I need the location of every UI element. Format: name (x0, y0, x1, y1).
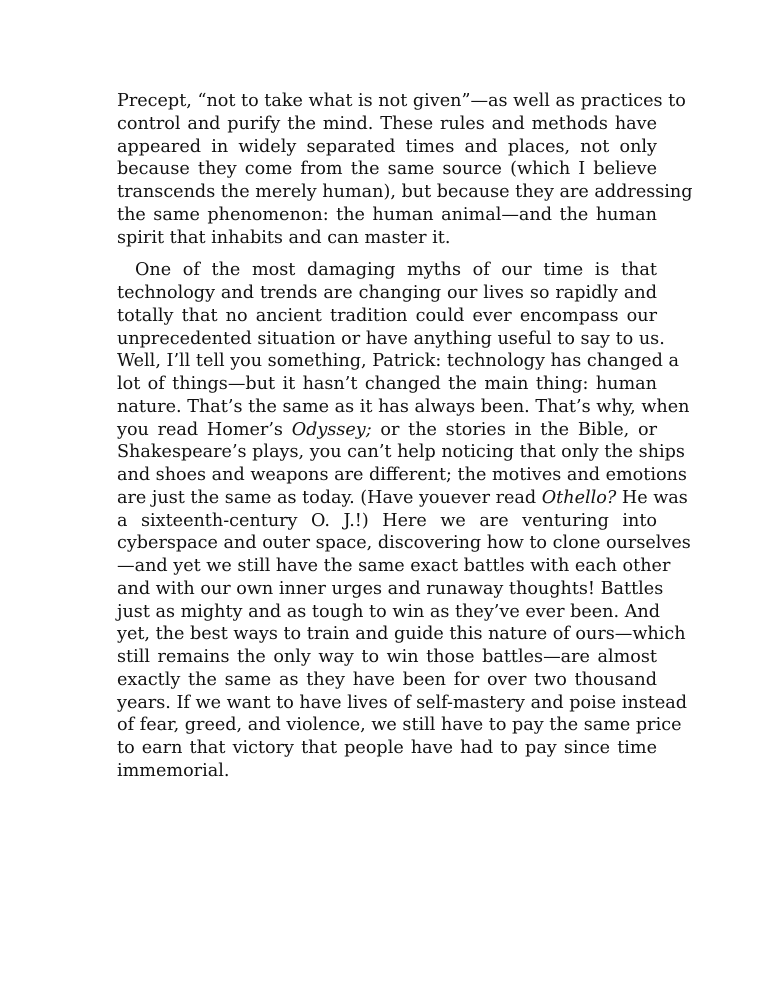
text-segment: One of the most damaging myths of our time is that (135, 260, 657, 281)
text-line (117, 396, 690, 419)
text-line (117, 646, 657, 669)
text-segment: lot of things—but it hasn’t changed the main thing: human (117, 374, 657, 394)
text-segment: to earn that victory that people have had to pay since time (117, 738, 657, 758)
text-line (117, 113, 657, 136)
text-line (117, 136, 657, 159)
text-line (117, 464, 687, 487)
text-line (117, 578, 664, 601)
text-line (117, 90, 686, 113)
text-segment: cyberspace and outer space, discovering how to clone ourselves (117, 533, 691, 554)
text-segment: unprecedented situation or have anything useful to say to us. (117, 328, 665, 349)
text-segment: totally that no ancient tradition could ever encompass our (117, 305, 657, 326)
text-line (117, 282, 657, 305)
italic-title: Othello? (541, 487, 617, 508)
text-line (117, 623, 686, 646)
text-line (117, 692, 688, 715)
text-line (117, 510, 657, 533)
text-segment: control and purify the mind. These rules and methods have (117, 113, 657, 134)
text-line (117, 350, 679, 373)
text-segment: transcends the merely human), but because they are addressing (117, 182, 693, 202)
paragraph (117, 90, 693, 249)
text-line (117, 259, 657, 282)
text-line (117, 305, 657, 328)
text-segment: or the stories in the Bible, or (371, 419, 658, 440)
text-line (117, 760, 657, 783)
text-line (117, 532, 691, 555)
text-line (117, 487, 688, 510)
text-line (117, 601, 660, 624)
text-segment: a sixteenth-century O. J.!) Here we are venturing into (117, 510, 657, 531)
text-segment: appeared in widely separated times and places, not only (117, 136, 657, 157)
text-line (117, 737, 657, 760)
text-segment: nature. That’s the same as it has always been. That’s why, when (117, 396, 690, 417)
text-segment: and shoes and weapons are different; the motives and emotions (117, 465, 687, 485)
text-segment: yet, the best ways to train and guide this nature of ours—which (117, 624, 686, 645)
italic-title: Odyssey; (291, 419, 372, 440)
text-line (117, 669, 657, 692)
book-page (117, 90, 693, 783)
text-segment: just as mighty and as tough to win as they’ve ever been. And (117, 601, 660, 622)
text-line (117, 714, 682, 737)
paragraph (117, 259, 691, 782)
text-segment: immemorial. (117, 760, 230, 781)
text-segment: spirit that inhabits and can master it. (117, 227, 451, 248)
text-segment: you read Homer’s (117, 419, 292, 440)
text-segment: still remains the only way to win those battles—are almost (117, 647, 657, 667)
paragraph-gap (117, 249, 657, 259)
text-line (117, 158, 657, 181)
text-line (117, 328, 665, 351)
text-segment: Well, I’ll tell you something, Patrick: technology has changed a (117, 351, 679, 372)
text-segment: and with our own inner urges and runaway thoughts! Battles (117, 578, 664, 599)
text-line (117, 555, 671, 578)
text-line (117, 181, 693, 204)
text-segment: He was (616, 487, 688, 508)
text-line (117, 227, 657, 250)
text-segment: of fear, greed, and violence, we still have to pay the same price (117, 715, 682, 736)
text-segment: technology and trends are changing our lives so rapidly and (117, 283, 657, 303)
text-segment: are just the same as today. (Have youever read (117, 487, 542, 508)
text-line (117, 441, 685, 464)
text-segment: Shakespeare’s plays, you can’t help noticing that only the ships (117, 442, 685, 463)
text-segment: Precept, “not to take what is not given”—as well as practices to (117, 91, 686, 111)
text-segment: the same phenomenon: the human animal—and the human (117, 204, 657, 225)
text-segment: because they come from the same source (which I believe (117, 159, 657, 180)
text-line (117, 373, 657, 396)
text-segment: exactly the same as they have been for over two thousand (117, 669, 657, 690)
text-line (117, 204, 657, 227)
text-segment: —and yet we still have the same exact battles with each other (117, 556, 671, 576)
text-segment: years. If we want to have lives of self-mastery and poise instead (117, 692, 688, 713)
text-line (117, 419, 657, 442)
